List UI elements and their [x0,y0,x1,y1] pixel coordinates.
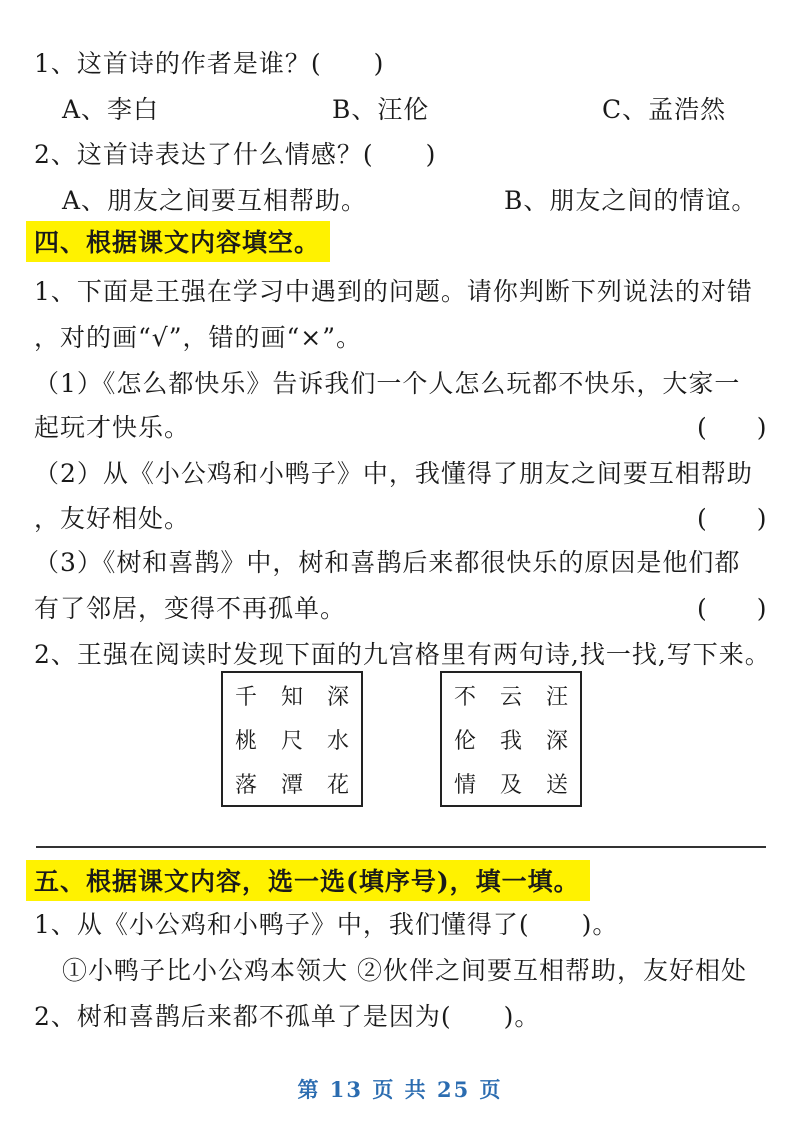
nine-grid-question: 2、王强在阅读时发现下面的九宫格里有两句诗,找一找,写下来。 [34,640,771,669]
grid-cell: 千 [234,684,257,710]
option-b-wang-lun: B、汪伦 [332,95,430,124]
grid-cell: 知 [280,684,303,710]
statement-3-line1: （3）《树和喜鹊》中，树和喜鹊后来都很快乐的原因是他们都 [34,548,741,577]
section-5-heading: 五、根据课文内容，选一选(填序号)，填一填。 [26,860,590,901]
grid-cell: 桃 [234,728,257,754]
grid-cell: 伦 [453,728,476,754]
grid-cell: 尺 [280,728,303,754]
section-divider [36,846,766,848]
grid-cell: 深 [545,728,568,754]
choose-question-1: 1、从《小公鸡和小鸭子》中，我们懂得了( )。 [34,910,619,939]
nine-grid-right [440,671,582,807]
answer-blank-2[interactable]: ( ) [697,504,767,533]
grid-cell: 我 [499,728,522,754]
judge-instructions-line1: 1、下面是王强在学习中遇到的问题。请你判断下列说法的对错 [34,277,753,306]
grid-cell: 情 [453,772,476,798]
grid-cell: 潭 [280,772,303,798]
grid-cell: 送 [545,772,568,798]
answer-blank-3[interactable]: ( ) [697,594,767,623]
nine-grid-left [221,671,363,807]
grid-cell: 落 [234,772,257,798]
statement-3-line2: 有了邻居，变得不再孤单。 [34,594,347,623]
section-4-heading: 四、根据课文内容填空。 [26,221,330,262]
grid-cell: 深 [326,684,349,710]
judge-instructions-line2: ，对的画“√”，错的画“×”。 [34,323,363,352]
page-number: 第 13 页 共 25 页 [297,1077,503,1102]
grid-cell: 汪 [545,684,568,710]
statement-2-line1: （2）从《小公鸡和小鸭子》中，我懂得了朋友之间要互相帮助 [34,459,753,488]
statement-1-line2: 起玩才快乐。 [34,413,191,442]
option-c-meng-haoran: C、孟浩然 [602,95,727,124]
option-b-friendship: B、朋友之间的情谊。 [504,186,758,215]
grid-cell: 不 [453,684,476,710]
grid-cell: 及 [499,772,522,798]
choose-question-1-options: ①小鸭子比小公鸡本领大 ②伙伴之间要互相帮助，友好相处 [62,956,747,985]
option-a-help: A、朋友之间要互相帮助。 [62,186,368,215]
option-a-li-bai: A、李白 [62,95,160,124]
grid-cell: 花 [326,772,349,798]
answer-blank-1[interactable]: ( ) [697,413,767,442]
grid-cell: 云 [499,684,522,710]
statement-1-line1: （1）《怎么都快乐》告诉我们一个人怎么玩都不快乐，大家一 [34,369,741,398]
statement-2-line2: ，友好相处。 [34,504,191,533]
question-emotion: 2、这首诗表达了什么情感？( ) [34,140,437,169]
grid-cell: 水 [326,728,349,754]
question-author: 1、这首诗的作者是谁？( ) [34,49,385,78]
fill-question-2: 2、树和喜鹊后来都不孤单了是因为( )。 [34,1002,541,1031]
